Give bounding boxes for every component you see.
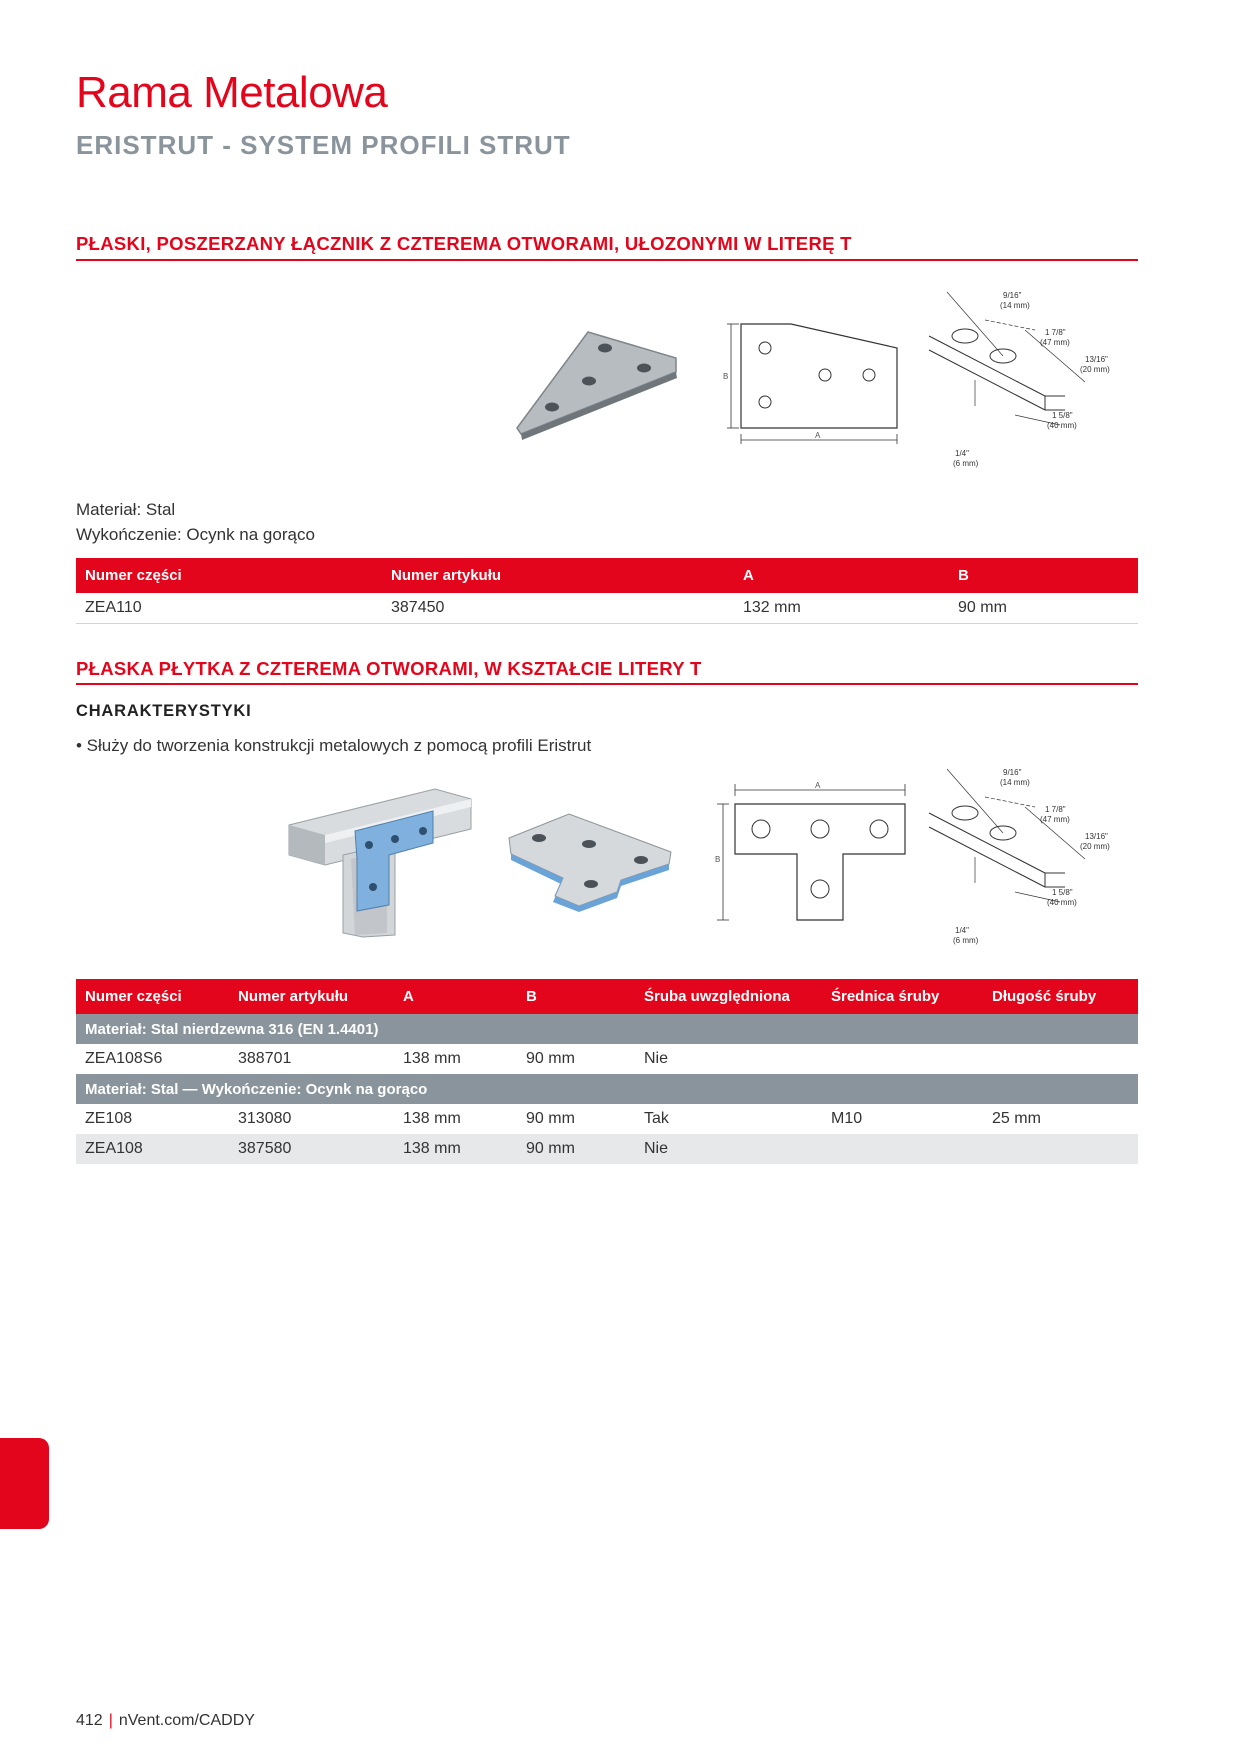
section1-title: PŁASKI, POSZERZANY ŁĄCZNIK Z CZTEREMA OTWORAMI, UŁOZONYMI W LITERĘ T [76,233,852,254]
finish-text: Wykończenie: Ocynk na gorąco [76,525,315,544]
col-article-number: Numer artykułu [382,558,734,593]
svg-text:13/16": 13/16" [1085,832,1108,841]
svg-text:1 7/8": 1 7/8" [1045,328,1066,337]
table-row: ZE108 313080 138 mm 90 mm Tak M10 25 mm [85,1110,1041,1127]
svg-text:(40 mm): (40 mm) [1047,421,1077,430]
page-subtitle: ERISTRUT - SYSTEM PROFILI STRUT [76,130,571,160]
drawing-zea110 [725,318,905,450]
table-zea110 [76,558,1138,624]
footer-link[interactable]: nVent.com/CADDY [118,1712,255,1729]
svg-text:(6 mm): (6 mm) [953,459,979,468]
section1-divider [76,259,1138,261]
dim-label-b: B [715,855,721,864]
svg-text:(47 mm): (47 mm) [1040,815,1070,824]
drawing-zea108 [715,778,915,928]
col-part-number: Numer części [76,558,382,593]
section2-divider [76,683,1138,685]
svg-text:(14 mm): (14 mm) [1000,301,1030,310]
svg-text:1 7/8": 1 7/8" [1045,805,1066,814]
page-footer: 412 | nVent.com/CADDY [76,1712,255,1729]
svg-text:9/16": 9/16" [1003,291,1022,300]
table-row: ZEA110 387450 132 mm 90 mm [76,593,1138,624]
svg-text:9/16": 9/16" [1003,768,1022,777]
product-photo-installed [285,785,475,940]
chapter-side-tab [0,1438,49,1529]
table-header-row [76,558,1138,593]
svg-text:1/4": 1/4" [955,449,969,458]
table-zea108 [76,979,1138,1164]
features-heading: CHARAKTERYSTYKI [76,702,252,720]
table-row: ZEA108S6 388701 138 mm 90 mm Nie [85,1050,669,1067]
section2-title: PŁASKA PŁYTKA Z CZTEREMA OTWORAMI, W KSZTAŁCIE LITERY T [76,658,702,679]
feature-bullet: • Służy do tworzenia konstrukcji metalowych z pomocą profili Eristrut [76,736,592,755]
table-group-row: Materiał: Stal — Wykończenie: Ocynk na gorąco [76,1074,1138,1104]
material-text: Materiał: Stal [76,500,176,519]
svg-text:13/16": 13/16" [1085,355,1108,364]
hole-detail-drawing [925,280,1135,476]
dim-label-a: A [815,431,821,440]
svg-text:(6 mm): (6 mm) [953,936,979,945]
svg-text:(20 mm): (20 mm) [1080,365,1110,374]
dim-label-a: A [815,781,821,790]
svg-text:1 5/8": 1 5/8" [1052,411,1073,420]
svg-text:(20 mm): (20 mm) [1080,842,1110,851]
dim-label-b: B [723,372,729,381]
table-group-row: Materiał: Stal nierdzewna 316 (EN 1.4401) [76,1014,1138,1044]
svg-text:(47 mm): (47 mm) [1040,338,1070,347]
product-photo-zea110 [510,330,685,440]
svg-text:1 5/8": 1 5/8" [1052,888,1073,897]
page-title: Rama Metalowa [76,68,388,117]
table-header-row: Numer części Numer artykułu A B Śruba uwzględniona Średnica śruby Długość śruby [76,979,1138,1014]
hole-detail-drawing-2 [925,757,1135,953]
table-row: ZEA108 387580 138 mm 90 mm Nie [76,1134,1138,1164]
col-b: B [949,558,1138,593]
svg-text:1/4": 1/4" [955,926,969,935]
svg-text:(40 mm): (40 mm) [1047,898,1077,907]
svg-text:(14 mm): (14 mm) [1000,778,1030,787]
page-number: 412 [76,1712,103,1729]
product-photo-zea108 [505,810,675,910]
col-a: A [734,558,949,593]
